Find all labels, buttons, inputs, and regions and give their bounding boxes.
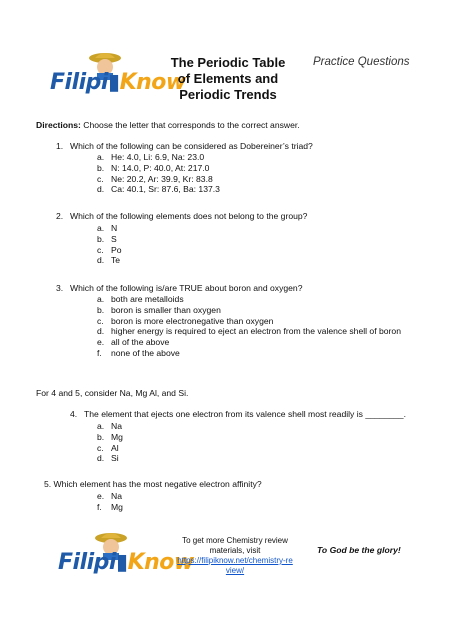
option: a. N [97, 223, 118, 233]
option: b. boron is smaller than oxygen [97, 304, 221, 315]
title-line: The Periodic Table [170, 55, 286, 70]
option: e. Na [97, 491, 122, 501]
question-text: Which of the following is/are TRUE about boron and oxygen? [70, 283, 303, 293]
logo-word-filipi: Filipi [50, 70, 108, 95]
logo-bottom [58, 530, 194, 580]
closing-text: To God be the glory! [317, 545, 401, 555]
q4-options [97, 421, 123, 464]
footer-line: materials, visit [209, 546, 261, 555]
option: d. Te [97, 255, 121, 266]
option: c. boron is more electronegative than oxygen [97, 315, 274, 326]
question-number: 1. [56, 141, 64, 151]
option: d. Si [97, 453, 119, 464]
option: a. He: 4.0, Li: 6.9, Na: 23.0 [97, 152, 205, 162]
footer-line: To get more Chemistry review [182, 536, 288, 545]
option: e. all of the above [97, 337, 170, 348]
review-link-cont[interactable]: view/ [225, 566, 245, 575]
option: d. Ca: 40.1, Sr: 87.6, Ba: 137.3 [97, 184, 220, 195]
option: d. higher energy is required to eject an electron from the valence shell of boron [97, 326, 401, 337]
question-5: 5. Which element has the most negative electron affinity? [44, 479, 262, 489]
directions-label: Directions: [36, 120, 81, 130]
logo-word-know: Know [119, 70, 186, 95]
practice-label: Practice Questions [313, 56, 410, 68]
q1-options [97, 152, 220, 195]
logo-word-filipi: Filipi [58, 550, 116, 575]
option: b. Mg [97, 431, 123, 442]
question-number: 4. [70, 409, 78, 419]
option: f. none of the above [97, 347, 180, 358]
question-1 [56, 141, 313, 152]
logo-top [50, 50, 186, 100]
option: c. Al [97, 442, 119, 453]
directions [36, 120, 300, 130]
page-title [168, 55, 288, 103]
option: a. Na [97, 421, 122, 431]
question-text: Which of the following can be considered as Dobereiner’s triad? [70, 141, 313, 151]
q5-options [97, 491, 123, 513]
option: b. N: 14.0, P: 40.0, At: 217.0 [97, 162, 210, 173]
consider-note: For 4 and 5, consider Na, Mg Al, and Si. [36, 388, 189, 398]
title-line: Periodic Trends [179, 87, 277, 102]
q2-options [97, 223, 122, 266]
option: f. Mg [97, 501, 123, 512]
question-text: Which of the following elements does not belong to the group? [70, 211, 308, 221]
logo-word-know: Know [127, 550, 194, 575]
review-link[interactable]: https://filipiknow.net/chemistry-re [177, 556, 293, 565]
question-3 [56, 283, 303, 294]
title-line: of Elements and [177, 71, 279, 86]
q3-options [97, 294, 467, 359]
question-2 [56, 211, 308, 222]
directions-text: Choose the letter that corresponds to the correct answer. [80, 120, 300, 130]
option: c. Ne: 20.2, Ar: 39.9, Kr: 83.8 [97, 173, 213, 184]
question-text: The element that ejects one electron from its valence shell most readily is ________. [84, 409, 406, 419]
question-4 [70, 409, 406, 420]
question-number: 3. [56, 283, 64, 293]
option: b. S [97, 233, 117, 244]
book-icon: ▮ [115, 550, 128, 575]
book-icon: ▮ [107, 70, 120, 95]
footer-text [170, 536, 300, 576]
question-number: 2. [56, 211, 64, 221]
option: c. Po [97, 244, 122, 255]
option: a. both are metalloids [97, 294, 184, 304]
